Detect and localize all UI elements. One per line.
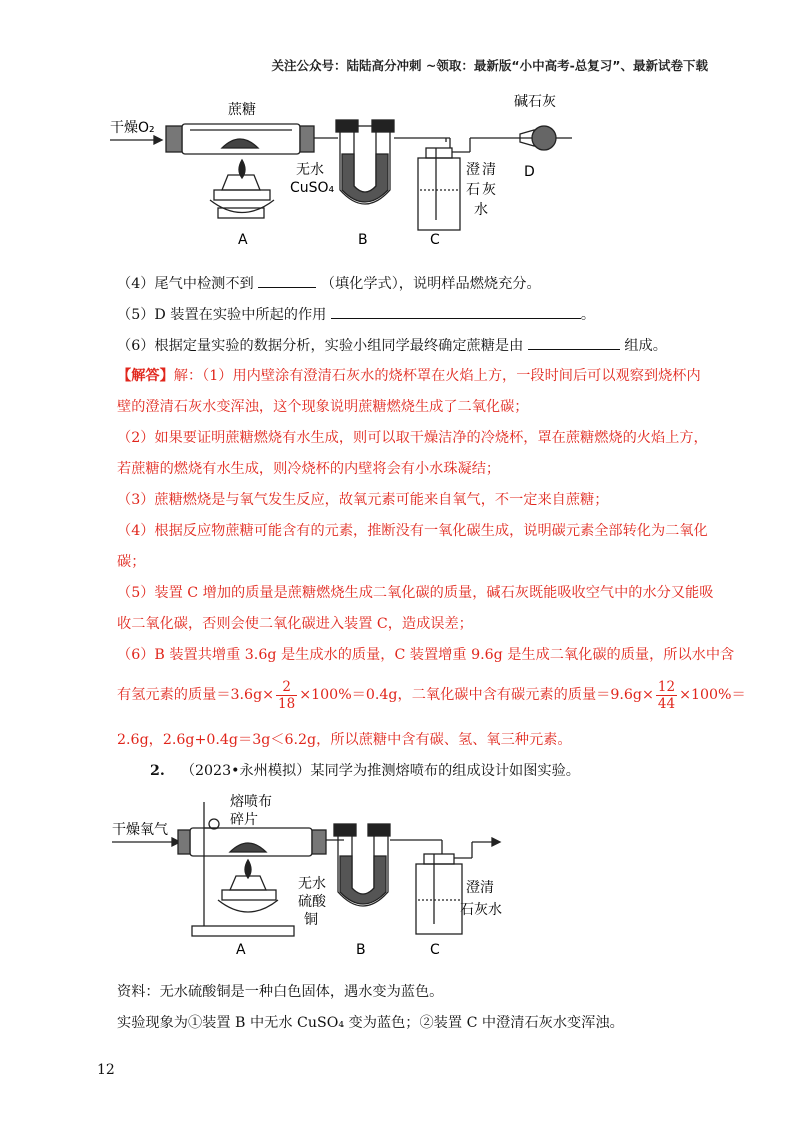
answer-blank-5[interactable] — [331, 304, 581, 319]
answer-line-9: 收二氧化碳，否则会使二氧化碳进入装置 C，造成误差； — [117, 616, 473, 632]
apparatus-2-label-c: C — [430, 942, 440, 958]
limewater-label-2-line-2: 石灰水 — [460, 902, 502, 918]
limewater-label-4: 灰 — [482, 182, 496, 198]
cuso4-label-2-line-3: 铜 — [304, 912, 318, 928]
phenomenon-text: 实验现象为①装置 B 中无水 CuSO₄ 变为蓝色；②装置 C 中澄清石灰水变浑浊。 — [117, 1015, 624, 1031]
question-2-stem — [150, 761, 580, 781]
answer-line-2: 壁的澄清石灰水变浑浊，这个现象说明蔗糖燃烧生成了二氧化碳； — [117, 399, 529, 415]
apparatus-label-d: D — [524, 164, 535, 180]
apparatus-2-label-a: A — [236, 942, 246, 958]
cuso4-label-line-1: 无水 — [296, 162, 324, 178]
question-6 — [117, 335, 667, 356]
info-text: 资料：无水硫酸铜是一种白色固体，遇水变为蓝色。 — [117, 984, 444, 1000]
soda-lime-label: 碱石灰 — [514, 94, 556, 110]
answer-line-11 — [117, 678, 746, 712]
question-6-text-a: （6）根据定量实验的数据分析，实验小组同学最终确定蔗糖是由 — [117, 338, 524, 354]
apparatus-2-label-b: B — [356, 942, 366, 958]
answer-line-8: （5）装置 C 增加的质量是蔗糖燃烧生成二氧化碳的质量，碱石灰既能吸收空气中的水分又能吸 — [117, 585, 714, 601]
sugar-label: 蔗糖 — [228, 102, 256, 118]
answer-line-5: （3）蔗糖燃烧是与氧气发生反应，故氧元素可能来自氧气，不一定来自蔗糖； — [117, 492, 609, 508]
gas-inlet-label-2: 干燥氧气 — [112, 822, 168, 838]
limewater-label-1: 澄 — [466, 162, 480, 178]
answer-line-11-a: 有氢元素的质量＝3.6g× — [117, 687, 275, 703]
apparatus-figure-2 — [112, 792, 512, 962]
gas-inlet-label: 干燥O₂ — [110, 120, 155, 136]
answer-tag: 【解答】 — [117, 368, 174, 384]
question-4-text-b: （填化学式），说明样品燃烧充分。 — [320, 276, 541, 292]
answer-line-1 — [117, 366, 701, 386]
limewater-label-3: 石 — [466, 182, 480, 198]
question-5-end: 。 — [580, 307, 596, 323]
answer-line-1-text: 解：（1）用内壁涂有澄清石灰水的烧杯罩在火焰上方，一段时间后可以观察到烧杯内 — [173, 368, 701, 384]
answer-line-11-c: ×100%＝ — [679, 687, 746, 703]
question-6-text-b: 组成。 — [624, 338, 667, 354]
question-2-number: 2. — [150, 763, 165, 779]
limewater-label-2-line-1: 澄清 — [466, 880, 494, 896]
fabric-label-line-1: 熔喷布 — [230, 794, 272, 810]
cuso4-label-2-line-1: 无水 — [298, 876, 326, 892]
answer-line-11-b: ×100%＝0.4g，二氧化碳中含有碳元素的质量＝9.6g× — [299, 687, 654, 703]
question-5-text: （5）D 装置在实验中所起的作用 — [117, 307, 327, 323]
question-4-text-a: （4）尾气中检测不到 — [117, 276, 254, 292]
answer-line-10: （6）B 装置共增重 3.6g 是生成水的质量，C 装置增重 9.6g 是生成二氧化碳的质量，所以水中含 — [117, 647, 735, 663]
answer-blank-6[interactable] — [528, 335, 620, 350]
fraction-1-denominator: 18 — [278, 695, 296, 712]
page-header: 关注公众号：陆陆高分冲刺 ~领取：最新版“小中高考-总复习”、最新试卷下载 — [271, 58, 708, 73]
answer-line-12: 2.6g，2.6g+0.4g＝3g＜6.2g，所以蔗糖中含有碳、氢、氧三种元素。 — [117, 732, 572, 748]
question-4 — [117, 273, 541, 294]
fraction-c-ratio — [656, 679, 677, 712]
answer-line-4: 若蔗糖的燃烧有水生成，则冷烧杯的内壁将会有小水珠凝结； — [117, 461, 501, 477]
question-2-text: （2023•永州模拟）某同学为推测熔喷布的组成设计如图实验。 — [180, 763, 580, 779]
answer-line-3: （2）如果要证明蔗糖燃烧有水生成，则可以取干燥洁净的冷烧杯，罩在蔗糖燃烧的火焰上方， — [117, 430, 708, 446]
apparatus-label-c: C — [430, 232, 440, 248]
question-5 — [117, 304, 595, 325]
answer-line-7: 碳； — [117, 554, 146, 570]
cuso4-label-2-line-2: 硫酸 — [298, 894, 326, 910]
limewater-label-2: 清 — [482, 162, 496, 178]
apparatus-label-a: A — [238, 232, 248, 248]
fraction-2-numerator: 12 — [657, 678, 676, 695]
cuso4-label-line-2: CuSO₄ — [290, 180, 335, 196]
answer-blank-4[interactable] — [258, 273, 316, 288]
fraction-h-ratio — [276, 679, 297, 712]
apparatus-figure-1 — [110, 90, 580, 250]
limewater-label-5: 水 — [474, 202, 488, 218]
page-number: 12 — [97, 1062, 115, 1078]
fabric-label-line-2: 碎片 — [230, 812, 258, 828]
answer-line-6: （4）根据反应物蔗糖可能含有的元素，推断没有一氧化碳生成，说明碳元素全部转化为二氧化 — [117, 523, 708, 539]
apparatus-label-b: B — [358, 232, 368, 248]
fraction-1-numerator: 2 — [276, 679, 297, 696]
fraction-2-denominator: 44 — [657, 695, 676, 712]
